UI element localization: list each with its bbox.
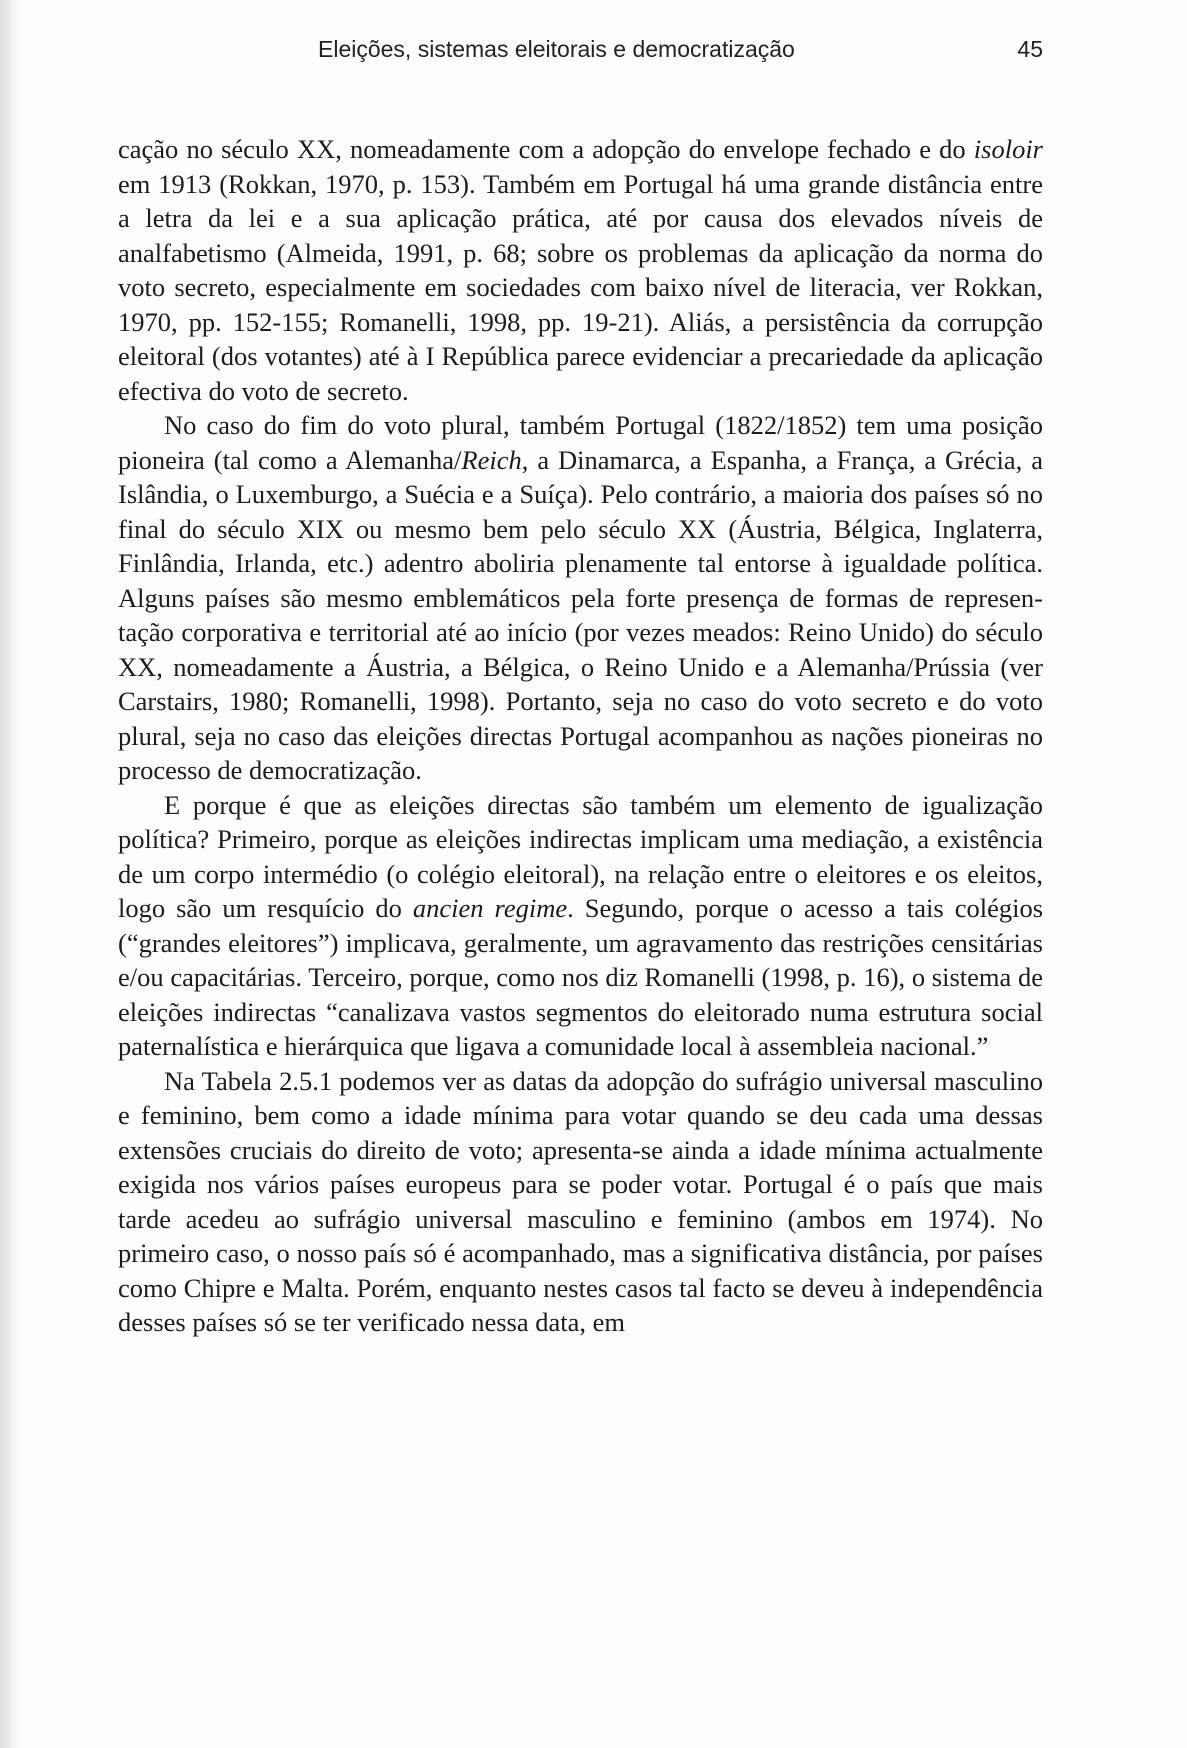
text-run: em 1913 (Rokkan, 1970, p. 153). Também em Portugal há uma grande distância entre a letra da lei e a sua aplicação prática, até por causa dos elevados níveis de analfabetismo (Almeida, 1991, p. 68; sobre os problemas da aplicação da norma do voto secreto, especialmente em sociedades com baixo nível de literacia, ver Rokkan, 1970, pp. 152-155; Romanelli, 1998, pp. 19-21). Aliás, a persistência da corrupção eleitoral (dos votantes) até à I República parece evidenciar a precariedade da aplicação efectiva do voto de secreto. <box>118 168 1043 406</box>
paragraph <box>118 788 1043 1064</box>
italic-term: Reich <box>461 444 522 475</box>
binding-shadow <box>0 0 20 1748</box>
text-run: No caso do fim do voto plural, também Portugal (1822/1852) tem uma posição pioneira (tal como a Alemanha/ <box>118 410 1043 475</box>
body-text <box>118 132 1043 1340</box>
text-run: Na Tabela 2.5.1 podemos ver as datas da adopção do sufrágio universal masculino e feminino, bem como a idade mínima para votar quando se deu cada uma dessas extensões cruciais do direito de voto; apresenta-se ainda a idade mínima actualmente exigida nos vários países europeus para se poder votar. Portugal é o país que mais tarde acedeu ao sufrágio universal masculino e feminino (ambos em 1974). No primeiro caso, o nosso país só é acompanhado, mas a significativa distância, por países como Chipre e Malta. Porém, enquanto nestes casos tal facto se deveu à independência desses países só se ter verificado nessa data, em <box>118 1065 1043 1337</box>
text-run: E porque é que as eleições directas são também um elemento de igualização política? Primeiro, porque as eleições indirectas implicam uma mediação, a existência de um corpo intermédio (o colégio eleitoral), na relação entre o eleitores e os eleitos, logo são um resquício do <box>118 789 1043 923</box>
running-header <box>118 30 1043 70</box>
running-title: Eleições, sistemas eleitorais e democratização <box>318 36 795 62</box>
paragraph <box>118 408 1043 788</box>
text-run: , a Dinamarca, a Espanha, a França, a Grécia, a Islândia, o Luxemburgo, a Suécia e a Suíça). Pelo contrário, a maioria dos países só no final do século XIX ou mesmo bem pelo século XX (Áustria, Bélgica, Inglaterra, Finlândia, Irlanda, etc.) adentro aboliria plenamente tal entorse à igualdade política. Alguns países são mesmo emblemáticos pela forte presença de formas de representação corporativa e territorial até ao início (por vezes meados: Reino Unido) do século XX, nomeadamente a Áustria, a Bélgica, o Reino Unido e a Alemanha/Prússia (ver Carstairs, 1980; Romanelli, 1998). Portanto, seja no caso do voto secreto e do voto plural, seja no caso das eleições directas Portugal acompanhou as nações pioneiras no processo de democratização. <box>118 444 1043 785</box>
page-number: 45 <box>1017 36 1043 62</box>
paragraph-continuation <box>118 132 1043 408</box>
italic-term: isoloir <box>973 134 1043 164</box>
paragraph <box>118 1064 1043 1340</box>
text-run: . Segundo, porque o acesso a tais colégios (“grandes eleitores”) implicava, geralmente, um agravamento das restrições censitárias e/ou capacitárias. Terceiro, porque, como nos diz Romanelli (1998, p. 16), o sistema de eleições indirectas “canalizava vastos segmentos do eleitorado numa estrutura social paternalística e hierárquica que ligava a comunidade local à assembleia nacional.” <box>118 893 1044 1061</box>
text-run: cação no século XX, nomeadamente com a adopção do envelope fechado e do <box>118 134 974 164</box>
italic-term: ancien regime <box>412 893 568 923</box>
